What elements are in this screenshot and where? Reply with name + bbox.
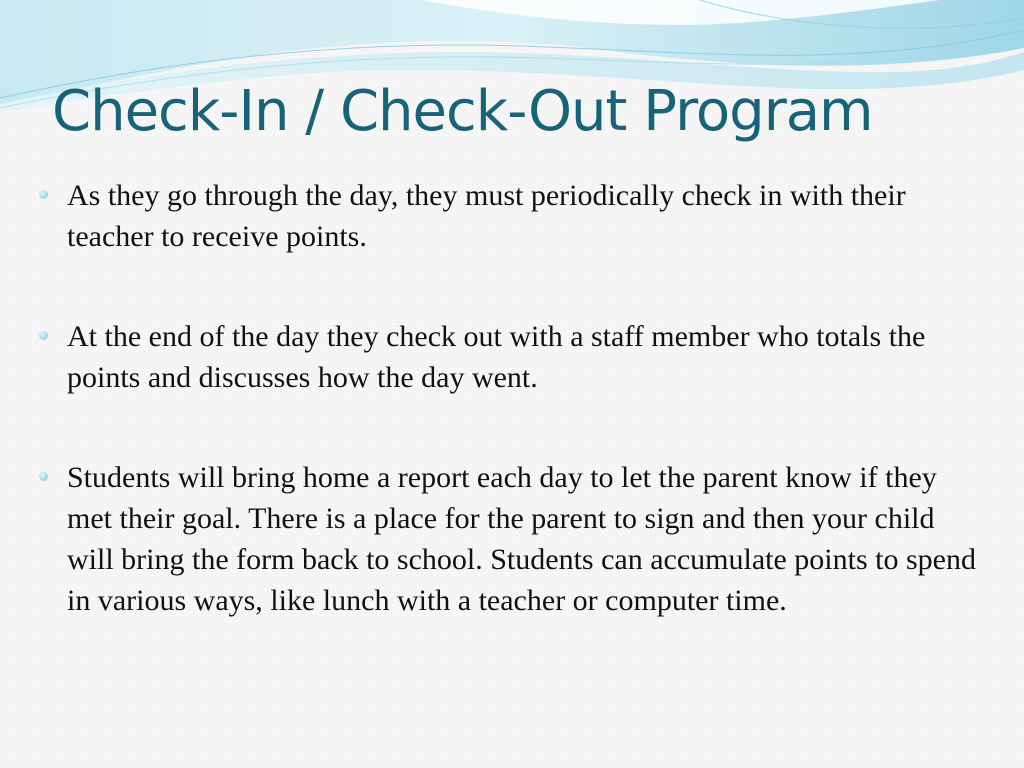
slide-title: Check-In / Check-Out Program [52,79,873,144]
bullet-dot-icon [39,331,48,340]
bullet-text: As they go through the day, they must periodically check in with their teacher to receive points. [67,179,906,253]
bullet-list [34,175,984,680]
bullet-item [34,175,984,257]
bullet-dot-icon [39,472,48,481]
bullet-text: Students will bring home a report each day to let the parent know if they met their goal. There is a place for the parent to sign and then your child will bring the form back to school. Students can accumulate points to spend in various ways, like lunch with a teacher or computer time. [67,461,976,617]
bullet-dot-icon [39,190,48,199]
bullet-text: At the end of the day they check out with a staff member who totals the points and discusses how the day went. [67,320,926,394]
bullet-item [34,316,984,398]
bullet-item [34,457,984,621]
